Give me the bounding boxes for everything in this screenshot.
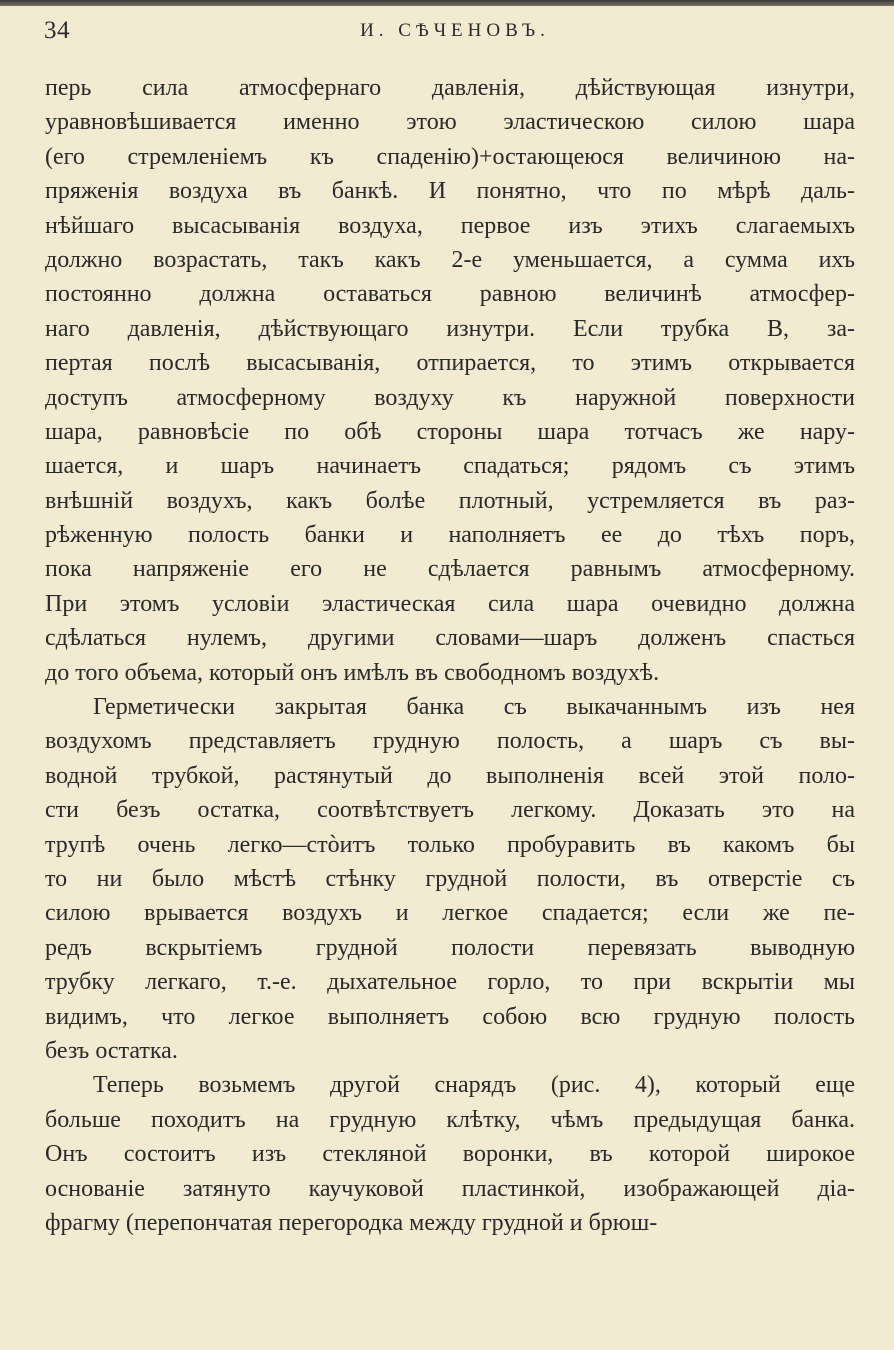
- text-line: должно возрастать, такъ какъ 2-е уменьшается, а сумма ихъ: [45, 246, 855, 273]
- text-line: пока напряженіе его не сдѣлается равнымъ атмосферному.: [45, 556, 855, 583]
- text-line: водной трубкой, растянутый до выполненія всей этой поло-: [45, 762, 855, 789]
- text-line: уравновѣшивается именно этою эластическою силою шара: [45, 109, 855, 136]
- text-line: сдѣлаться нулемъ, другими словами—шаръ долженъ спасться: [45, 625, 855, 652]
- text-line: силою врывается воздухъ и легкое спадается; если же пе-: [45, 900, 855, 927]
- text-line: трупѣ очень легко—стòитъ только пробуравить въ какомъ бы: [45, 831, 855, 858]
- text-line: шается, и шаръ начинаетъ спадаться; рядомъ съ этимъ: [45, 453, 855, 480]
- paragraph: [45, 71, 855, 690]
- text-line: (его стремленіемъ къ спаденію)+остающеюся величиною на-: [45, 143, 855, 170]
- text-line: пертая послѣ высасыванія, отпирается, то этимъ открывается: [45, 350, 855, 377]
- text-line: то ни было мѣстѣ стѣнку грудной полости, въ отверстіе съ: [45, 865, 855, 892]
- text-line: воздухомъ представляетъ грудную полость, а шаръ съ вы-: [45, 728, 855, 755]
- text-line: пряженія воздуха въ банкѣ. И понятно, что по мѣрѣ даль-: [45, 178, 855, 205]
- text-line: Онъ состоитъ изъ стекляной воронки, въ которой широкое: [45, 1141, 855, 1168]
- text-line: рѣженную полость банки и наполняетъ ее до тѣхъ поръ,: [45, 522, 855, 549]
- text-line: наго давленія, дѣйствующаго изнутри. Если трубка B, за-: [45, 315, 855, 342]
- text-line: до того объема, который онъ имѣлъ въ свободномъ воздухѣ.: [45, 659, 660, 686]
- text-line: безъ остатка.: [45, 1037, 178, 1064]
- text-line: больше походитъ на грудную клѣтку, чѣмъ предыдущая банка.: [45, 1106, 855, 1133]
- running-head: И. СѢЧЕНОВЪ.: [360, 20, 550, 41]
- page-header: [40, 14, 870, 48]
- paragraph: [45, 690, 855, 1068]
- page-number: 34: [44, 17, 70, 44]
- text-line: Герметически закрытая банка съ выкачаннымъ изъ нея: [93, 694, 855, 721]
- text-line: видимъ, что легкое выполняетъ собою всю грудную полость: [45, 1003, 855, 1030]
- text-line: При этомъ условіи эластическая сила шара очевидно должна: [45, 590, 855, 617]
- text-line: шара, равновѣсіе по обѣ стороны шара тотчасъ же нару-: [45, 418, 855, 445]
- text-line: внѣшній воздухъ, какъ болѣе плотный, устремляется въ раз-: [45, 487, 855, 514]
- text-line: Теперь возьмемъ другой снарядъ (рис. 4), который еще: [93, 1072, 855, 1099]
- text-line: фрагму (перепончатая перегородка между грудной и брюш-: [45, 1209, 658, 1236]
- text-line: редъ вскрытіемъ грудной полости перевязать выводную: [45, 934, 855, 961]
- paragraph: [45, 1068, 855, 1240]
- text-line: нѣйшаго высасыванія воздуха, первое изъ этихъ слагаемыхъ: [45, 212, 855, 239]
- text-line: сти безъ остатка, соотвѣтствуетъ легкому. Доказать это на: [45, 797, 855, 824]
- text-line: перь сила атмосфернаго давленія, дѣйствующая изнутри,: [45, 75, 855, 101]
- text-line: основаніе затянуто каучуковой пластинкой, изображающей діа-: [45, 1175, 855, 1202]
- text-line: трубку легкаго, т.-е. дыхательное горло, то при вскрытіи мы: [45, 969, 855, 996]
- text-line: постоянно должна оставаться равною величинѣ атмосфер-: [45, 281, 855, 308]
- body-text: [45, 71, 855, 1240]
- text-line: доступъ атмосферному воздуху къ наружной поверхности: [45, 384, 855, 411]
